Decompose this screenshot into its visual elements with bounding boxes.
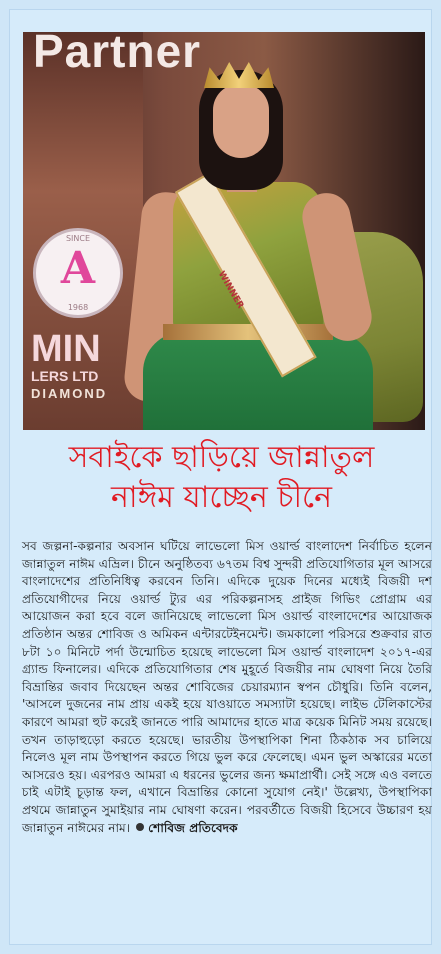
article-byline: শোবিজ প্রতিবেদক (148, 820, 238, 835)
headline-line1: সবাইকে ছাড়িয়ে জান্নাতুল (68, 440, 375, 475)
face (213, 84, 269, 158)
backdrop-brand-text: Partner (33, 32, 202, 77)
sponsor-logo-ring-top: SINCE (65, 234, 91, 243)
article-body-text: সব জল্পনা-কল্পনার অবসান ঘটিয়ে লাভেলো মিস ওয়ার্ল্ড বাংলাদেশ নির্বাচিত হলেন জান্নাতুল নাঈম এভ্রিল। চীনে অনুষ্ঠিতব্য ৬৭তম বিশ্ব সুন্দরী প্রতিযোগিতার মূল আসরে বাংলাদেশের প্রতিনিধিত্ব করবেন তিনি। এদিকে দুয়েক দিনের মধ্যেই বিজয়ী দশ প্রতিযোগীদের নিয়ে ওয়ার্ল্ড ট্যুর এর পরিকল্পনাসহ প্রাইজ গিভিং প্রোগ্রাম এর আয়োজন করা হবে বলে জানিয়েছে লাভেলো মিস ওয়ার্ল্ড বাংলাদেশের আয়োজক প্রতিষ্ঠান অন্তর শোবিজ ও অমিকন এন্টারটেইনমেন্ট। জমকালো পরিসরে শুক্রবার রাত ৮টা ১০ মিনিটে পর্দা উন্মোচিত হয়েছে লাভেলো মিস ওয়ার্ল্ড বাংলাদেশ ২০১৭-এর গ্র্যান্ড ফিনালের। এদিকে প্রতিযোগিতার শেষ মুহূর্তে বিজয়ীর নাম ঘোষণা নিয়ে তৈরি বিভ্রান্তির জবাব দিয়েছেন অন্তর শোবিজের চেয়ারম্যান স্বপন চৌধুরি। তিনি বলেন, 'আসলে দুজনের নাম প্রায় একই হয়ে যাওয়াতে সমস্যাটা হয়েছে। লাইভ টেলিকাস্টের কারণে আমরা হুট করেই জানতে পারি আমাদের হাতে মাত্র কয়েক মিনিট সময় রয়েছে। তখন তাড়াহুড়ো করতে হয়েছে। ভারতীয় উপস্থাপিকা শিনা ঠিকঠাক সব চালিয়ে নিলেও মূল নাম উপস্থাপন করতে গিয়ে ভুল করে ফেলেছে। এমন ভুল অস্কারের মতো আসরেও হয়। এরপরও আমরা এ ধরনের ভুলের জন্য ক্ষমাপ্রার্থী। সেই সঙ্গে এও বলতে চাই এটাই চূড়ান্ত ফল, এখানে বিভ্রান্তির কোনো সুযোগ নেই।' উল্লেখ্য, উপস্থাপিকা প্রথমে জান্নাতুন সুমাইয়ার নাম ঘোষণা করেন। পরবর্তীতে বিজয়ী হিসেবে উচ্চারণ হয় জান্নাতুন নাঈমের নাম। (22, 539, 432, 835)
winner-sash-text: WINNER (215, 269, 246, 311)
sponsor-logo-ring-bottom: 1968 (67, 303, 89, 312)
sponsor-name-line3: DIAMOND (31, 386, 108, 401)
sponsor-name-line2: LERS LTD (31, 368, 99, 384)
sponsor-name-line1: MIN (31, 328, 101, 370)
headline (10, 438, 433, 518)
bullet-icon (136, 823, 144, 831)
sponsor-logo (33, 228, 123, 318)
sponsor-logo-letter: A (60, 243, 96, 294)
article-body (22, 538, 432, 837)
article-photo (23, 32, 425, 430)
headline-line2: নাঈম যাচ্ছেন চীনে (111, 480, 332, 515)
newspaper-clipping (9, 9, 432, 945)
waist-belt (163, 324, 333, 340)
green-skirt (143, 332, 373, 430)
